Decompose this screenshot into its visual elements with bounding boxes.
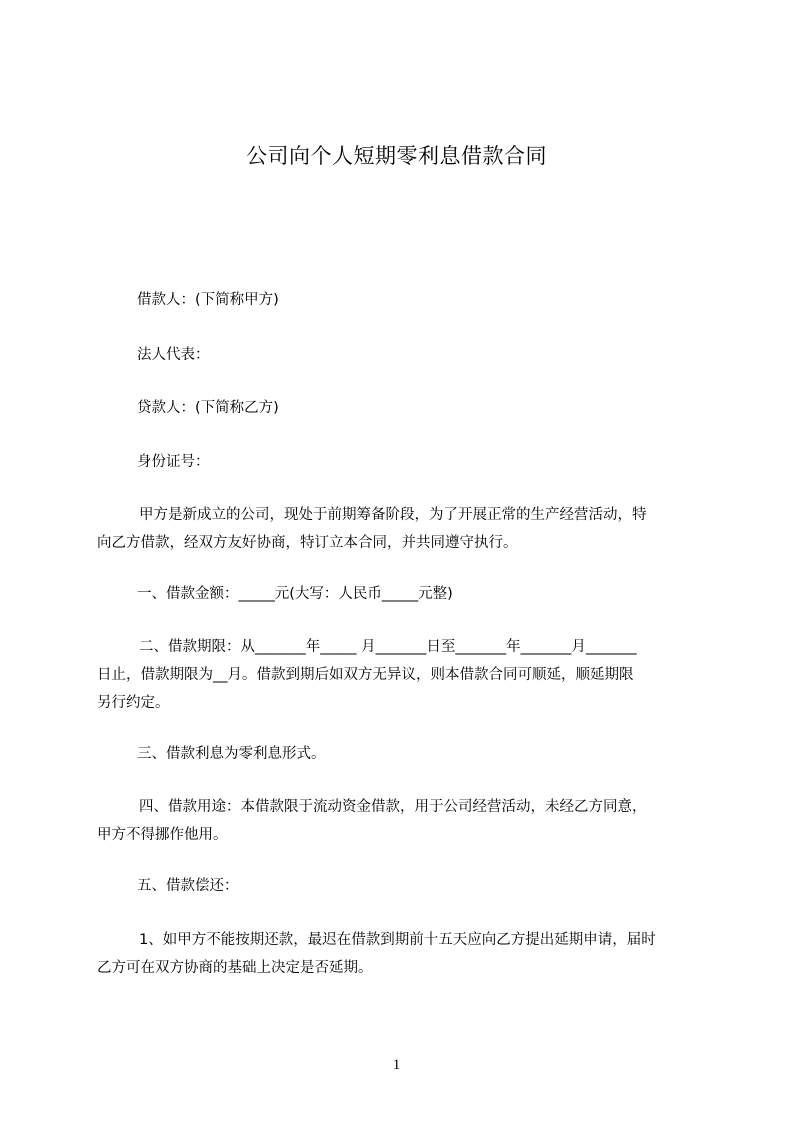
intro-paragraph [97,501,711,557]
id-number-line: 身份证号： [137,454,210,470]
page-number: 1 [392,1057,401,1073]
clause-5-1-extension [97,926,711,982]
borrower-line: 借款人：(下简称甲方) [137,292,279,308]
intro-line-2: 向乙方借款，经双方友好协商，特订立本合同，并共同遵守执行。 [97,535,518,551]
clause-2-line-2: 日止，借款期限为__月。借款到期后如双方无异议，则本借款合同可顺延，顺延期限 [97,667,634,683]
legal-representative-line: 法人代表： [137,347,210,363]
clause-2-term [97,633,711,717]
clause-1-amount: 一、借款金额：_____元(大写：人民币_____元整) [137,586,453,602]
clause-2-line-1: 二、借款期限：从_______年_____ 月_______日至_______年_______月_______ [139,639,637,655]
lender-line: 贷款人：(下简称乙方) [137,400,279,416]
document-title: 公司向个人短期零利息借款合同 [246,144,547,168]
clause-4-line-1: 四、借款用途：本借款限于流动资金借款，用于公司经营活动，未经乙方同意， [139,799,647,815]
clause-4-line-2: 甲方不得挪作他用。 [97,827,228,843]
clause-5-repayment: 五、借款偿还： [137,878,239,894]
clause-4-purpose [97,793,711,849]
clause-2-line-3: 另行约定。 [97,695,170,711]
clause-3-interest: 三、借款利息为零利息形式。 [137,746,326,762]
clause-5-1-line-2: 乙方可在双方协商的基础上决定是否延期。 [97,960,373,976]
clause-5-1-line-1: 1、如甲方不能按期还款，最迟在借款到期前十五天应向乙方提出延期申请，届时 [139,932,656,948]
intro-line-1: 甲方是新成立的公司，现处于前期筹备阶段，为了开展正常的生产经营活动，特 [139,507,647,523]
